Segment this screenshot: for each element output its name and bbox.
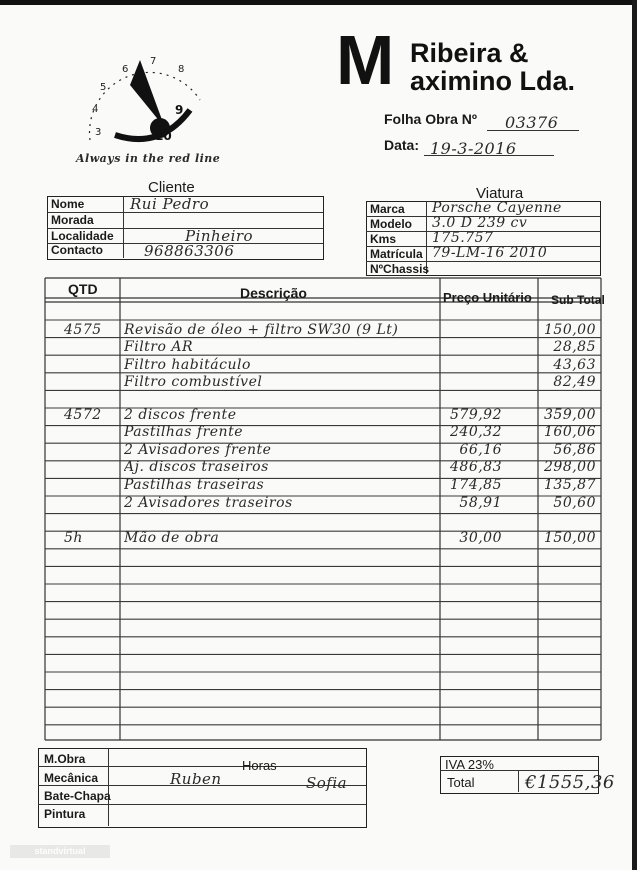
header-sub-total: Sub Total xyxy=(551,293,605,307)
iva-label: IVA 23% xyxy=(445,757,494,772)
row-preco: 579,92 xyxy=(450,407,502,423)
cliente-localidade-value: Pinheiro xyxy=(185,227,254,245)
row-preco: 174,85 xyxy=(450,477,502,493)
row-descricao: Revisão de óleo + filtro SW30 (9 Lt) xyxy=(124,322,399,338)
viatura-kms-label: Kms xyxy=(370,232,397,246)
row-subtotal: 135,87 xyxy=(544,477,596,493)
svg-text:10: 10 xyxy=(155,129,172,143)
row-descricao: Aj. discos traseiros xyxy=(124,459,269,475)
watermark: standvirtual xyxy=(10,845,110,858)
cliente-title: Cliente xyxy=(148,179,195,196)
company-name-line2: aximino Lda. xyxy=(410,66,576,96)
viatura-marca-value: Porsche Cayenne xyxy=(432,200,562,216)
total-label: Total xyxy=(447,775,475,790)
mao-obra-row-line xyxy=(38,804,366,805)
svg-text:6: 6 xyxy=(122,64,129,75)
folha-obra-number: 03376 xyxy=(505,113,559,132)
row-subtotal: 56,86 xyxy=(553,442,596,458)
viatura-marca-label: Marca xyxy=(370,202,405,216)
row-subtotal: 150,00 xyxy=(544,530,596,546)
row-preco: 486,83 xyxy=(450,459,502,475)
horas-label: Horas xyxy=(242,758,277,773)
row-descricao: Pastilhas frente xyxy=(124,424,243,440)
cliente-contacto-value: 968863306 xyxy=(144,242,235,260)
pintura-label: Pintura xyxy=(44,807,86,821)
cliente-localidade-label: Localidade xyxy=(51,229,114,243)
svg-text:9: 9 xyxy=(175,103,184,117)
row-descricao: Filtro habitáculo xyxy=(124,357,251,373)
row-qtd: 4572 xyxy=(64,407,102,423)
viatura-matricula-label: Matrícula xyxy=(370,247,423,261)
total-value: €1555,36 xyxy=(525,772,615,793)
svg-text:5: 5 xyxy=(100,82,107,93)
row-descricao: 2 Avisadores frente xyxy=(124,442,272,458)
row-subtotal: 43,63 xyxy=(553,357,596,373)
bate-chapa-label: Bate-Chapa xyxy=(44,789,111,803)
data-label: Data: xyxy=(384,137,420,153)
viatura-matricula-value: 79-LM-16 2010 xyxy=(432,245,548,261)
row-subtotal: 150,00 xyxy=(544,322,596,338)
horas-value: Sofia xyxy=(306,774,348,792)
svg-text:3: 3 xyxy=(95,127,102,138)
viatura-title: Viatura xyxy=(476,185,524,202)
row-subtotal: 28,85 xyxy=(553,339,596,355)
row-preco: 66,16 xyxy=(459,442,502,458)
row-subtotal: 160,06 xyxy=(544,424,596,440)
cliente-nome-value: Rui Pedro xyxy=(130,195,210,213)
mao-obra-label: M.Obra xyxy=(44,752,86,766)
company-tagline: Always in the red line xyxy=(76,152,221,165)
svg-text:7: 7 xyxy=(150,56,157,67)
row-subtotal: 50,60 xyxy=(553,495,596,511)
mao-obra-divider xyxy=(108,748,109,826)
mecanica-label: Mecânica xyxy=(44,771,99,785)
mao-obra-row-line xyxy=(38,766,366,767)
svg-text:8: 8 xyxy=(178,64,185,75)
row-descricao: 2 discos frente xyxy=(124,407,237,423)
viatura-chassis-label: NºChassis xyxy=(370,262,430,276)
row-descricao: Pastilhas traseiras xyxy=(124,477,265,493)
company-logo-initial: M xyxy=(336,21,395,99)
row-descricao: Mão de obra xyxy=(124,530,220,546)
viatura-modelo-label: Modelo xyxy=(370,217,412,231)
row-descricao: Filtro combustível xyxy=(124,374,263,390)
cliente-contacto-label: Contacto xyxy=(51,243,103,257)
row-preco: 240,32 xyxy=(450,424,502,440)
row-descricao: Filtro AR xyxy=(124,339,194,355)
row-qtd: 4575 xyxy=(64,322,102,338)
viatura-kms-value: 175.757 xyxy=(432,230,494,246)
row-subtotal: 82,49 xyxy=(553,374,596,390)
cliente-nome-label: Nome xyxy=(51,197,85,211)
header-preco-unitario: Preço Unitário xyxy=(443,290,532,305)
row-descricao: 2 Avisadores traseiros xyxy=(124,495,293,511)
row-preco: 30,00 xyxy=(459,530,502,546)
company-name-line1: Ribeira & xyxy=(410,38,529,68)
cliente-morada-label: Morada xyxy=(51,213,94,227)
folha-obra-label: Folha Obra Nº xyxy=(384,111,478,127)
row-qtd: 5h xyxy=(64,530,83,546)
svg-text:4: 4 xyxy=(92,104,99,115)
viatura-modelo-value: 3.0 D 239 cv xyxy=(432,215,528,231)
mecanica-value: Ruben xyxy=(170,770,222,788)
totals-col-divider xyxy=(518,770,519,792)
row-subtotal: 359,00 xyxy=(544,407,596,423)
row-subtotal: 298,00 xyxy=(544,459,596,475)
header-qtd: QTD xyxy=(68,281,98,297)
data-value: 19-3-2016 xyxy=(430,139,517,158)
header-descricao: Descrição xyxy=(240,285,307,301)
row-preco: 58,91 xyxy=(459,495,502,511)
